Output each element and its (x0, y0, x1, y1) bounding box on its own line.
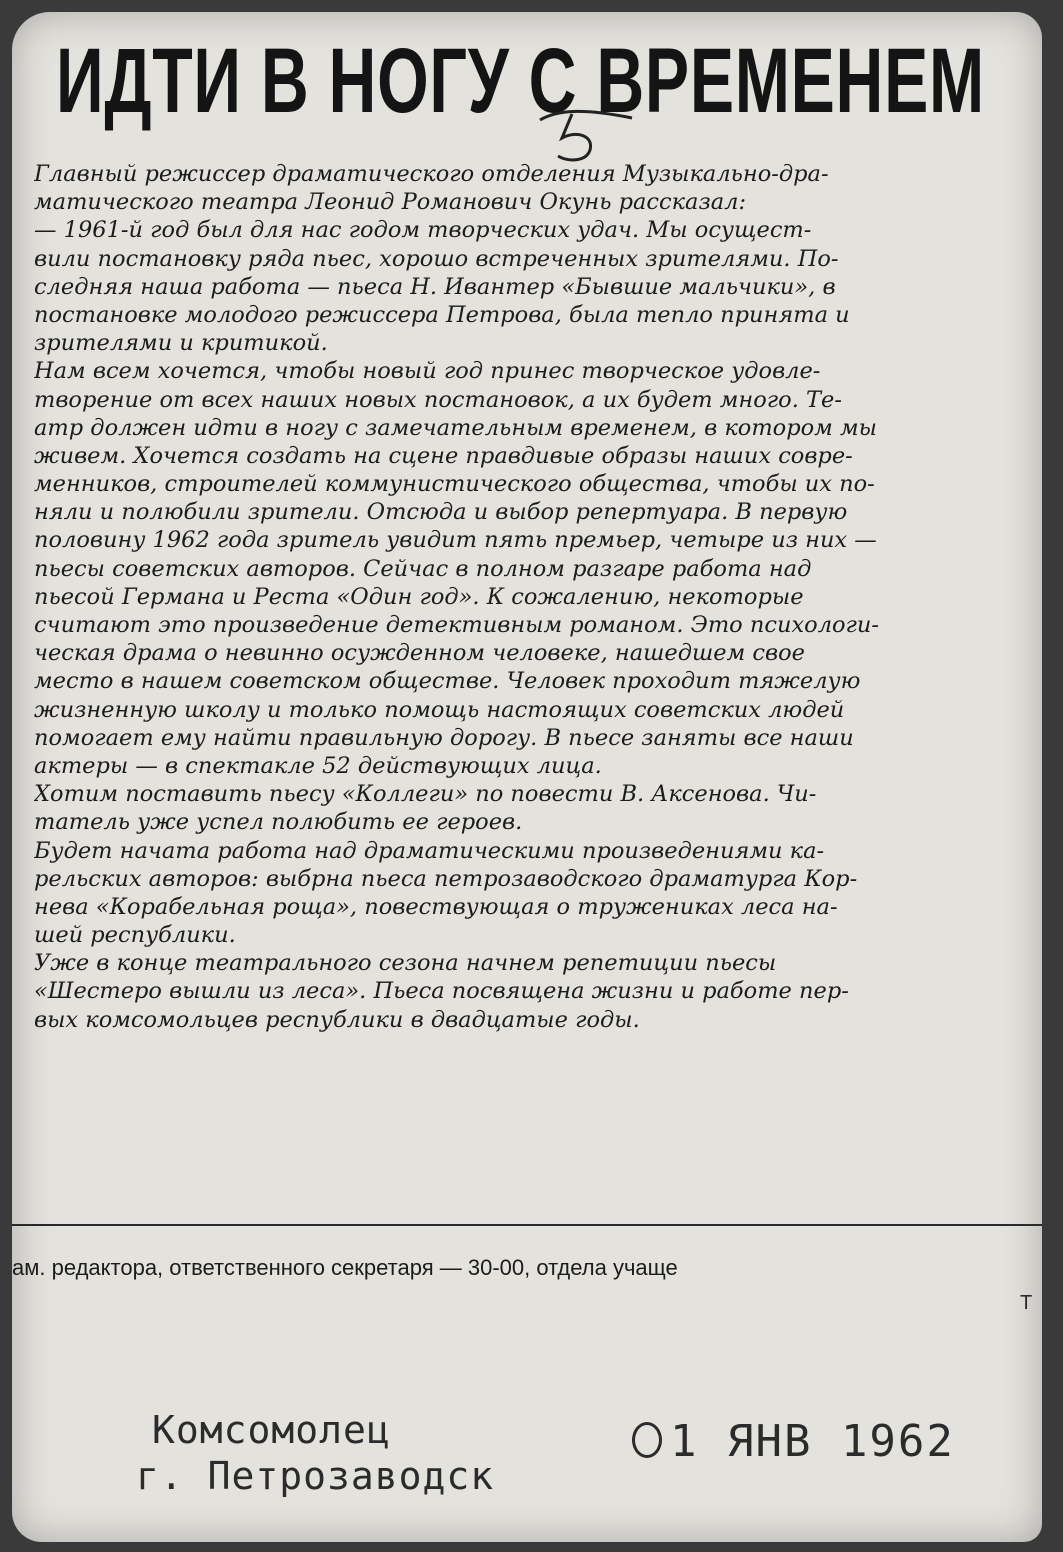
newspaper-clipping (12, 12, 1042, 1542)
article-line: Главный режиссер драматического отделения Музыкально-дра- (34, 161, 829, 187)
article-line: вых комсомольцев республики в двадцатые годы. (34, 1006, 640, 1033)
article-line: живем. Хочется создать на сцене правдивые образы наших совре- (34, 442, 853, 469)
article-body (34, 160, 1042, 1034)
divider-line (12, 1224, 1042, 1226)
article-line: пьесой Германа и Реста «Один год». К сожалению, некоторые (34, 583, 804, 610)
article-line: Будет начата работа над драматическими произведениями ка- (34, 837, 825, 864)
stamp-mark-icon (632, 1422, 662, 1458)
article-line: помогает ему найти правильную дорогу. В пьесе заняты все наши (34, 724, 854, 751)
article-line: постановке молодого режиссера Петрова, была тепло принята и (34, 301, 850, 328)
footer-contacts: ам. редактора, ответственного секретаря — 30-00, отдела учаще (12, 1255, 678, 1280)
article-line: творение от всех наших новых постановок, а их будет много. Те- (34, 386, 842, 413)
article-line: Уже в конце театрального сезона начнем репетиции пьесы (34, 950, 777, 977)
article-line: матического театра Леонид Романович Окунь рассказал: (34, 189, 747, 216)
article-line: половину 1962 года зритель увидит пять премьер, четыре из них — (34, 527, 877, 554)
article-line: жизненную школу и только помощь настоящих советских людей (34, 696, 845, 723)
article-line: рельских авторов: выбрна пьеса петрозаводского драматурга Кор- (34, 865, 858, 892)
article-line: ческая драма о невинно осужденном человеке, нашедшем свое (34, 640, 805, 667)
article-line: татель уже успел полюбить ее героев. (34, 809, 523, 836)
headline: ИДТИ В НОГУ С ВРЕМЕНЕМ (56, 30, 985, 132)
article-line: — 1961-й год был для нас годом творческих удач. Мы осущест- (34, 217, 812, 244)
article-line: атр должен идти в ногу с замечательным временем, в котором мы (34, 414, 877, 441)
article-line: нева «Корабельная роща», повествующая о тружениках леса на- (34, 893, 838, 920)
article-line: вили постановку ряда пьес, хорошо встреченных зрителями. По- (34, 245, 839, 272)
article-line: менников, строителей коммунистического общества, чтобы их по- (34, 471, 875, 498)
article-line: «Шестеро вышли из леса». Пьеса посвящена жизни и работе пер- (34, 978, 849, 1005)
article-line: следняя наша работа — пьеса Н. Ивантер «Бывшие мальчики», в (34, 273, 836, 300)
article-line: Хотим поставить пьесу «Коллеги» по повести В. Аксенова. Чи- (34, 781, 817, 808)
footer-fragment: Т (1020, 1292, 1033, 1314)
article-line: считают это произведение детективным романом. Это психологи- (34, 612, 880, 638)
article-line: Нам всем хочется, чтобы новый год принес творческое удовле- (34, 358, 821, 385)
article-line: шей республики. (34, 922, 236, 949)
stamp-date-text: 1 ЯНВ 1962 (670, 1416, 955, 1467)
article-line: няли и полюбили зрители. Отсюда и выбор репертуара. В первую (34, 499, 848, 526)
stamp-newspaper-name: Комсомолец (152, 1408, 391, 1452)
article-line: актеры — в спектакле 52 действующих лица. (34, 752, 602, 779)
library-stamp-source (136, 1407, 495, 1499)
article-line: зрителями и критикой. (34, 330, 328, 357)
article-line: пьесы советских авторов. Сейчас в полном разгаре работа над (34, 555, 812, 582)
article-line: место в нашем советском обществе. Человек проходит тяжелую (34, 668, 861, 695)
stamp-city: г. Петрозаводск (136, 1454, 495, 1498)
library-stamp-date (632, 1416, 955, 1467)
